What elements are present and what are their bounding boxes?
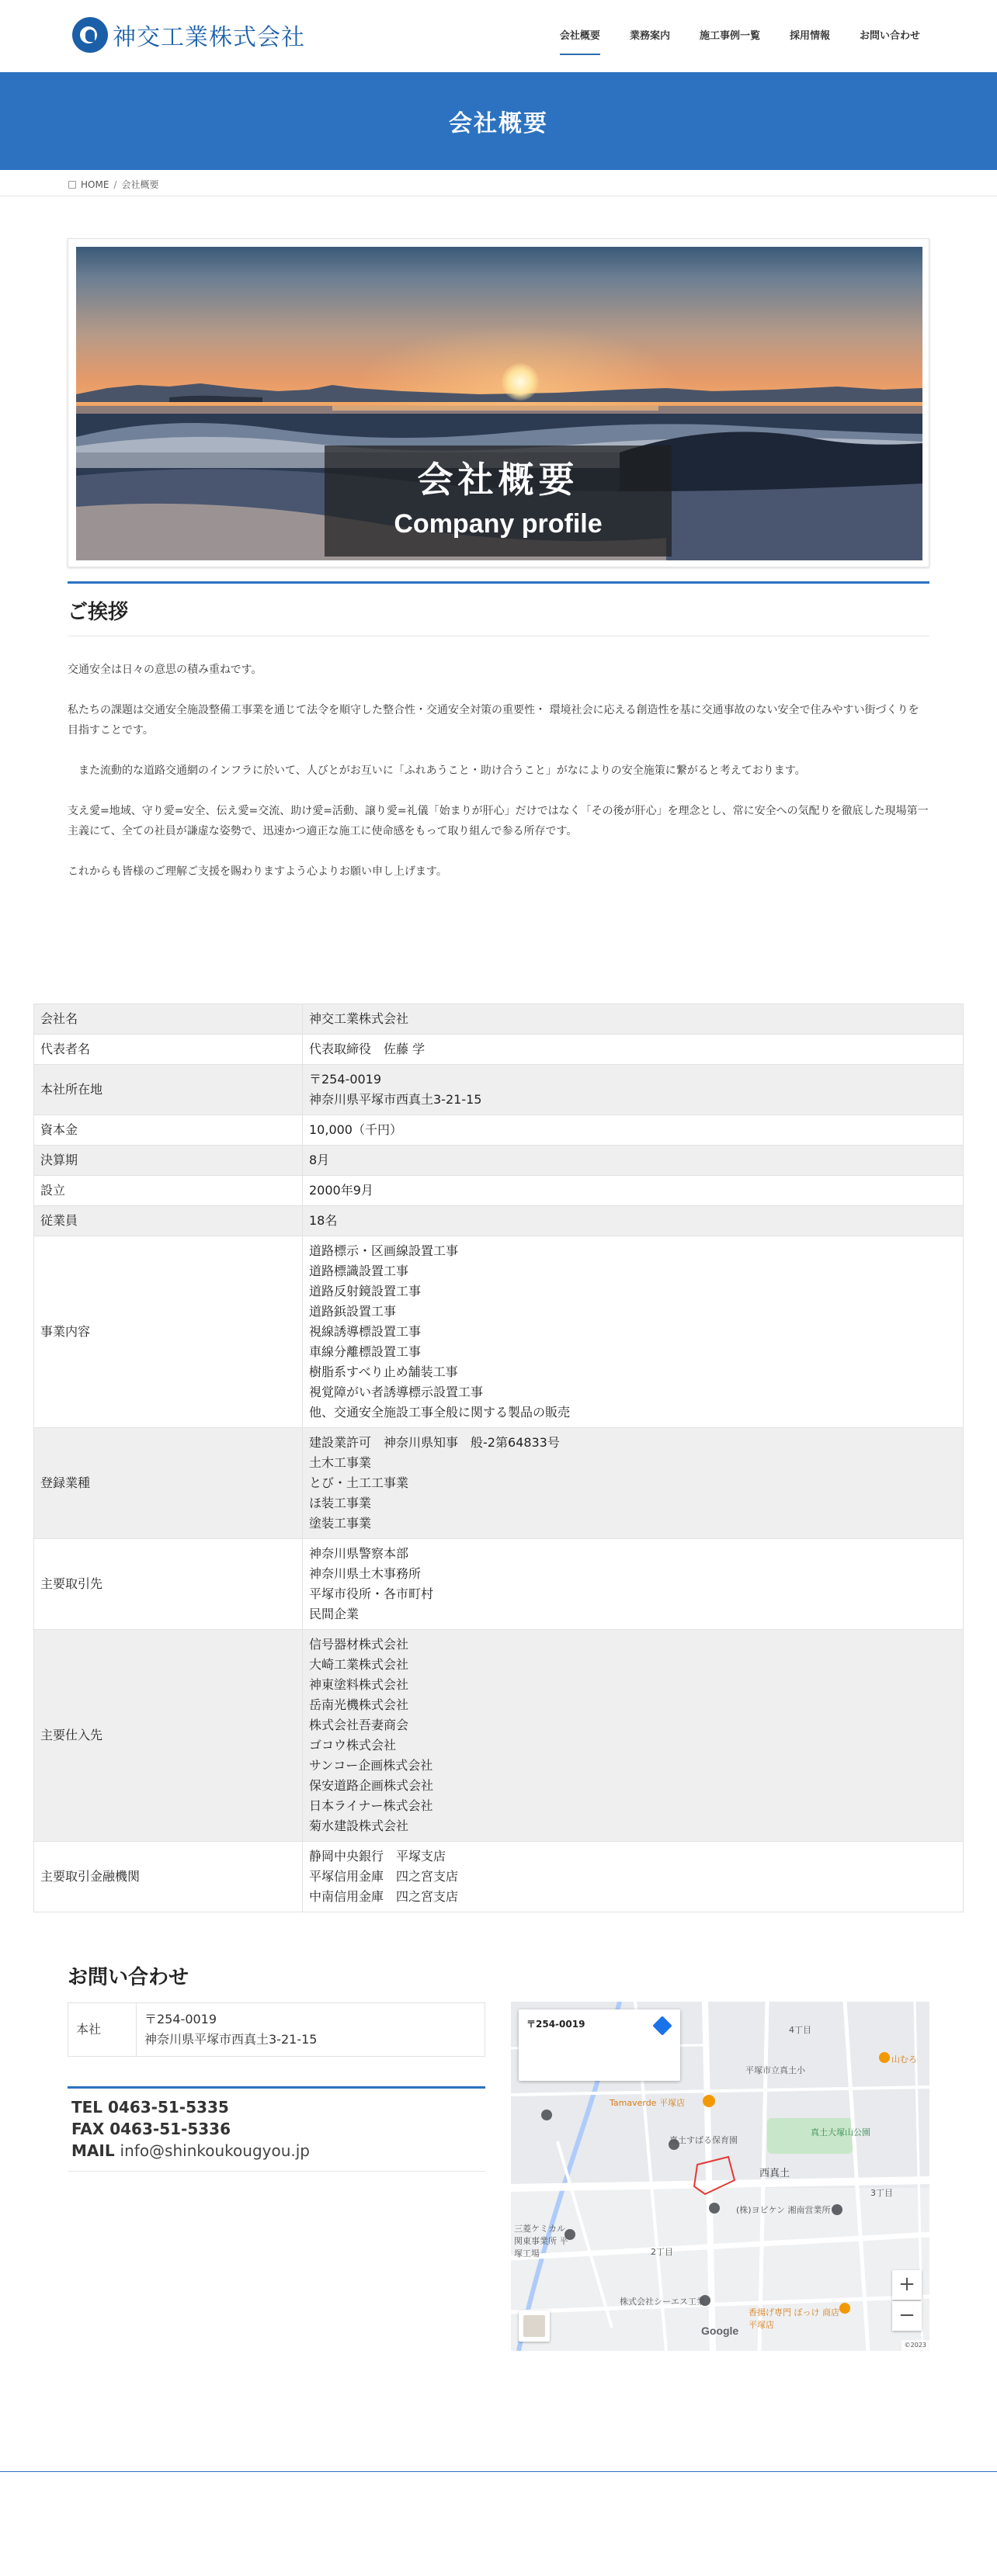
map-label: 平塚市立真土小: [745, 2065, 805, 2075]
global-nav: [545, 0, 935, 72]
contact-mail: [71, 2140, 481, 2162]
table-value-line: サンコー企画株式会社: [309, 1758, 433, 1773]
contact-fax: FAX 0463-51-5336: [71, 2120, 231, 2138]
contact-office-label: 本社: [68, 2003, 137, 2057]
table-value-line: 民間企業: [309, 1607, 360, 1621]
contact-mail-label: MAIL: [71, 2141, 115, 2160]
hero-title-en: Company profile: [394, 509, 603, 539]
table-row-value: [303, 1065, 964, 1115]
map-label: 2丁目: [651, 2247, 673, 2257]
nav-recruit[interactable]: 採用情報: [789, 30, 830, 42]
table-row-label: 登録業種: [34, 1428, 303, 1539]
table-row-value: [303, 1004, 964, 1035]
table-row: [34, 1176, 964, 1206]
table-value-line: 株式会社吾妻商会: [309, 1718, 409, 1732]
breadcrumb-current: 会社概要: [121, 179, 159, 190]
table-value-line: 他、交通安全施設工事全般に関する製品の販売: [309, 1405, 571, 1420]
greeting-paragraph: 支え愛=地域、守り愛=安全、伝え愛=交流、助け愛=活動、譲り愛=礼儀「始まりが肝心」だけではなく「その後が肝心」を理念とし、常に安全への気配りを徹底した現場第一主義にて、全ての社員が謙虚な姿勢で、迅速かつ適正な施工に使命感をもって取り組んで参る所存です。: [68, 805, 929, 837]
map-label: 西真土: [759, 2168, 790, 2179]
table-row-label: 会社名: [34, 1004, 303, 1035]
greeting-paragraph: また流動的な道路交通網のインフラに於いて、人びとがお互いに「ふれあうこと・助け合うこと」がなによりの安全施策に繋がると考えております。: [68, 764, 806, 777]
table-row-label: 主要取引先: [34, 1539, 303, 1630]
table-value-line: 岳南光機株式会社: [309, 1697, 409, 1712]
table-row-label: 主要仕入先: [34, 1630, 303, 1842]
greeting-paragraph: 私たちの課題は交通安全施設整備工事業を通じて法令を順守した整合性・交通安全対策の重要性・ 環境社会に応える創造性を基に交通事故のない安全で住みやすい街づくりを目指すことです。: [68, 704, 919, 737]
zoom-in-button[interactable]: +: [892, 2270, 922, 2300]
table-value-line: 樹脂系すべり止め舗装工事: [309, 1364, 458, 1379]
table-value-line: 平塚信用金庫 四之宮支店: [309, 1869, 459, 1884]
table-row: [34, 1236, 964, 1428]
table-value-line: 信号器材株式会社: [309, 1637, 409, 1652]
nav-company-profile[interactable]: 会社概要: [545, 0, 615, 72]
table-value-line: 10,000（千円）: [309, 1122, 402, 1137]
table-row-label: 事業内容: [34, 1236, 303, 1428]
table-row-label: 主要取引金融機関: [34, 1842, 303, 1912]
breadcrumb-home-link[interactable]: HOME: [81, 179, 109, 190]
greeting-section: [68, 581, 929, 882]
map-label: Tamaverde 平塚店: [610, 2098, 685, 2108]
table-value-line: 〒254-0019: [309, 1072, 382, 1087]
table-row-value: [303, 1035, 964, 1065]
table-row: [34, 1630, 964, 1842]
table-row-label: 資本金: [34, 1115, 303, 1146]
table-row: [34, 1428, 964, 1539]
table-value-line: 8月: [309, 1153, 330, 1167]
page-title: 会社概要: [449, 110, 548, 137]
table-row-value: [303, 1115, 964, 1146]
map-label: (株)ヨビケン 湘南営業所: [736, 2205, 831, 2215]
google-map[interactable]: [511, 2002, 929, 2351]
map-label: 香揚げ専門 ぼっけ 商店 平塚店: [749, 2307, 839, 2330]
table-row-label: 従業員: [34, 1206, 303, 1236]
table-row: [34, 1065, 964, 1115]
table-value-line: 神東塗料株式会社: [309, 1677, 409, 1692]
table-row-value: [303, 1146, 964, 1176]
footer-divider: [0, 2471, 997, 2472]
table-value-line: 道路反射鏡設置工事: [309, 1284, 422, 1298]
nav-contact[interactable]: お問い合わせ: [859, 30, 920, 42]
table-row-label: 決算期: [34, 1146, 303, 1176]
map-card-address: 〒254-0019: [526, 2019, 585, 2030]
table-row: [34, 1539, 964, 1630]
nav-services[interactable]: 業務案内: [629, 30, 670, 42]
hero-caption: [325, 446, 672, 556]
table-value-line: 道路標識設置工事: [309, 1264, 409, 1278]
table-row-value: [303, 1428, 964, 1539]
logo-text: 神交工業株式会社: [113, 24, 305, 51]
breadcrumb-separator: /: [113, 179, 117, 190]
table-row: [34, 1206, 964, 1236]
map-label: 株式会社シーエス工業: [620, 2297, 705, 2307]
table-row-value: [303, 1176, 964, 1206]
contact-postal-code: 〒254-0019: [144, 2012, 217, 2026]
hero-sun: [502, 363, 539, 400]
table-value-line: 日本ライナー株式会社: [309, 1798, 433, 1813]
nav-works[interactable]: 施工事例一覧: [699, 30, 760, 42]
contact-heading: お問い合わせ: [68, 1966, 189, 1989]
table-value-line: 平塚市役所・各市町村: [309, 1586, 434, 1601]
table-value-line: 菊水建設株式会社: [309, 1818, 409, 1833]
table-value-line: ほ装工事業: [309, 1496, 372, 1510]
logo-mark-icon: [72, 17, 108, 53]
home-icon: [68, 181, 76, 189]
map-attribution[interactable]: ©2023: [901, 2340, 929, 2351]
table-value-line: 代表取締役 佐藤 学: [309, 1042, 426, 1056]
table-value-line: 視線誘導標設置工事: [309, 1324, 422, 1339]
map-label: 三菱ケミカル関東事業所 平塚工場: [514, 2224, 568, 2259]
table-row: [34, 1115, 964, 1146]
hero-mountains: [76, 371, 922, 402]
map-label: 真土すばる保育園: [669, 2135, 738, 2145]
contact-office-address: [137, 2003, 485, 2057]
greeting-heading: ご挨拶: [68, 581, 929, 636]
table-value-line: 塗装工事業: [309, 1516, 372, 1531]
table-row: [34, 1004, 964, 1035]
table-value-line: 建設業許可 神奈川県知事 般-2第64833号: [309, 1435, 560, 1450]
contact-address-table: [68, 2002, 485, 2057]
page-title-band: [0, 72, 997, 170]
table-value-line: とび・土工工事業: [309, 1475, 409, 1490]
map-label: 山むろ: [891, 2054, 917, 2065]
hero-sunset-image: [76, 247, 922, 560]
zoom-out-button[interactable]: −: [892, 2301, 922, 2331]
site-logo[interactable]: [72, 17, 305, 53]
table-value-line: ゴコウ株式会社: [309, 1738, 397, 1753]
table-value-line: 道路標示・区画線設置工事: [309, 1243, 459, 1258]
table-value-line: 道路鋲設置工事: [309, 1304, 397, 1319]
map-place-card: [519, 2009, 680, 2081]
table-row-label: 設立: [34, 1176, 303, 1206]
table-value-line: 大崎工業株式会社: [309, 1657, 409, 1672]
street-view-pegman-icon[interactable]: [519, 2311, 550, 2342]
table-value-line: 神奈川県平塚市西真土3-21-15: [309, 1092, 482, 1107]
table-value-line: 保安道路企画株式会社: [309, 1778, 434, 1793]
contact-details: [68, 2086, 485, 2172]
table-row-value: [303, 1630, 964, 1842]
table-row-value: [303, 1539, 964, 1630]
hero-title-jp: 会社概要: [417, 459, 579, 500]
table-value-line: 18名: [309, 1213, 338, 1228]
hero-image-frame: [68, 238, 929, 567]
table-value-line: 神交工業株式会社: [309, 1011, 409, 1026]
table-value-line: 中南信用金庫 四之宮支店: [309, 1889, 459, 1904]
map-label: 3丁目: [870, 2188, 893, 2198]
table-value-line: 神奈川県警察本部: [309, 1546, 409, 1561]
greeting-paragraph: これからも皆様のご理解ご支援を賜わりますよう心よりお願い申し上げます。: [68, 865, 447, 878]
site-header: [0, 0, 997, 72]
table-value-line: 神奈川県土木事務所: [309, 1566, 422, 1581]
map-label: 4丁目: [789, 2025, 811, 2035]
greeting-paragraph: 交通安全は日々の意思の積み重ねです。: [68, 664, 262, 676]
table-row-label: 本社所在地: [34, 1065, 303, 1115]
breadcrumb: [0, 170, 997, 196]
table-row-label: 代表者名: [34, 1035, 303, 1065]
table-row-value: [303, 1206, 964, 1236]
map-label: 真土大塚山公園: [811, 2127, 870, 2137]
table-value-line: 車線分離標設置工事: [309, 1344, 422, 1359]
table-value-line: 視覚障がい者誘導標示設置工事: [309, 1385, 484, 1399]
contact-street-address: 神奈川県平塚市西真土3-21-15: [144, 2032, 318, 2047]
table-value-line: 2000年9月: [309, 1183, 373, 1198]
google-logo: Google: [701, 2325, 739, 2337]
table-row-value: [303, 1236, 964, 1428]
contact-mail-link[interactable]: info@shinkoukougyou.jp: [120, 2141, 310, 2160]
table-value-line: 土木工事業: [309, 1455, 372, 1470]
company-info-table: [33, 1004, 964, 1912]
table-value-line: 静岡中央銀行 平塚支店: [309, 1849, 446, 1864]
table-row-value: [303, 1842, 964, 1912]
table-row: [34, 1842, 964, 1912]
table-row: [34, 1146, 964, 1176]
table-row: [34, 1035, 964, 1065]
contact-tel: TEL 0463-51-5335: [71, 2098, 229, 2117]
